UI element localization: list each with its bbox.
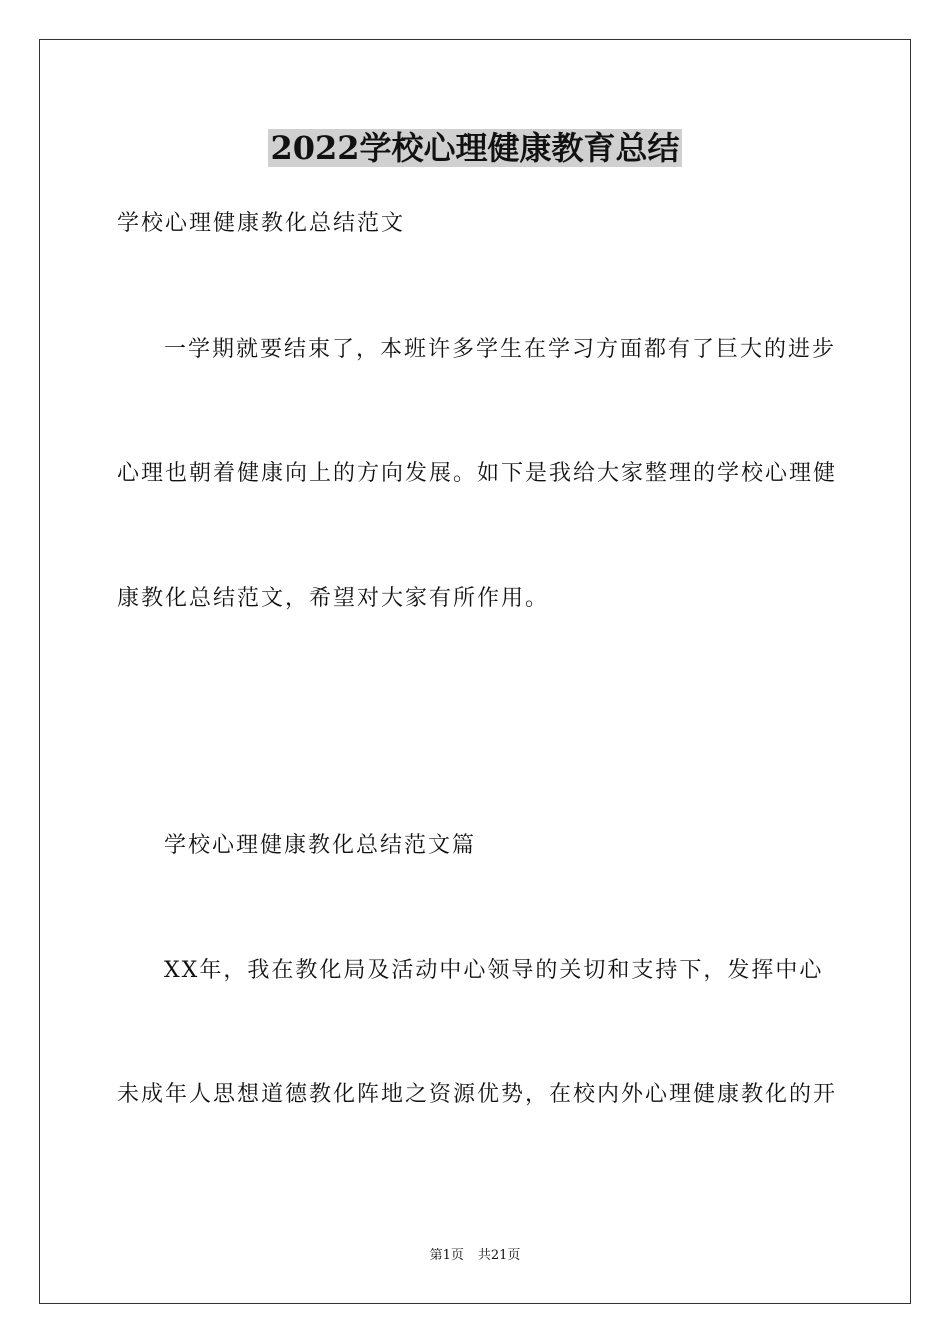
paragraph-1-line-2: 心理也朝着健康向上的方向发展。如下是我给大家整理的学校心理健 <box>117 461 838 486</box>
paragraph-2-line-1: XX年，我在教化局及活动中心领导的关切和支持下，发挥中心 <box>164 958 824 983</box>
section-heading: 学校心理健康教化总结范文篇 <box>164 833 477 858</box>
paragraph-1-line-1: 一学期就要结束了，本班许多学生在学习方面都有了巨大的进步 <box>164 337 837 362</box>
page-number-current: 第1页 <box>429 1248 464 1263</box>
page-number-total: 共21页 <box>477 1248 521 1263</box>
paragraph-2-line-2: 未成年人思想道德教化阵地之资源优势，在校内外心理健康教化的开 <box>117 1082 838 1107</box>
document-title <box>0 128 950 168</box>
document-subtitle: 学校心理健康教化总结范文 <box>117 211 406 236</box>
paragraph-1-line-3: 康教化总结范文，希望对大家有所作用。 <box>117 586 550 611</box>
page-footer <box>0 1247 950 1265</box>
document-title-text: 2022学校心理健康教育总结 <box>270 129 680 167</box>
